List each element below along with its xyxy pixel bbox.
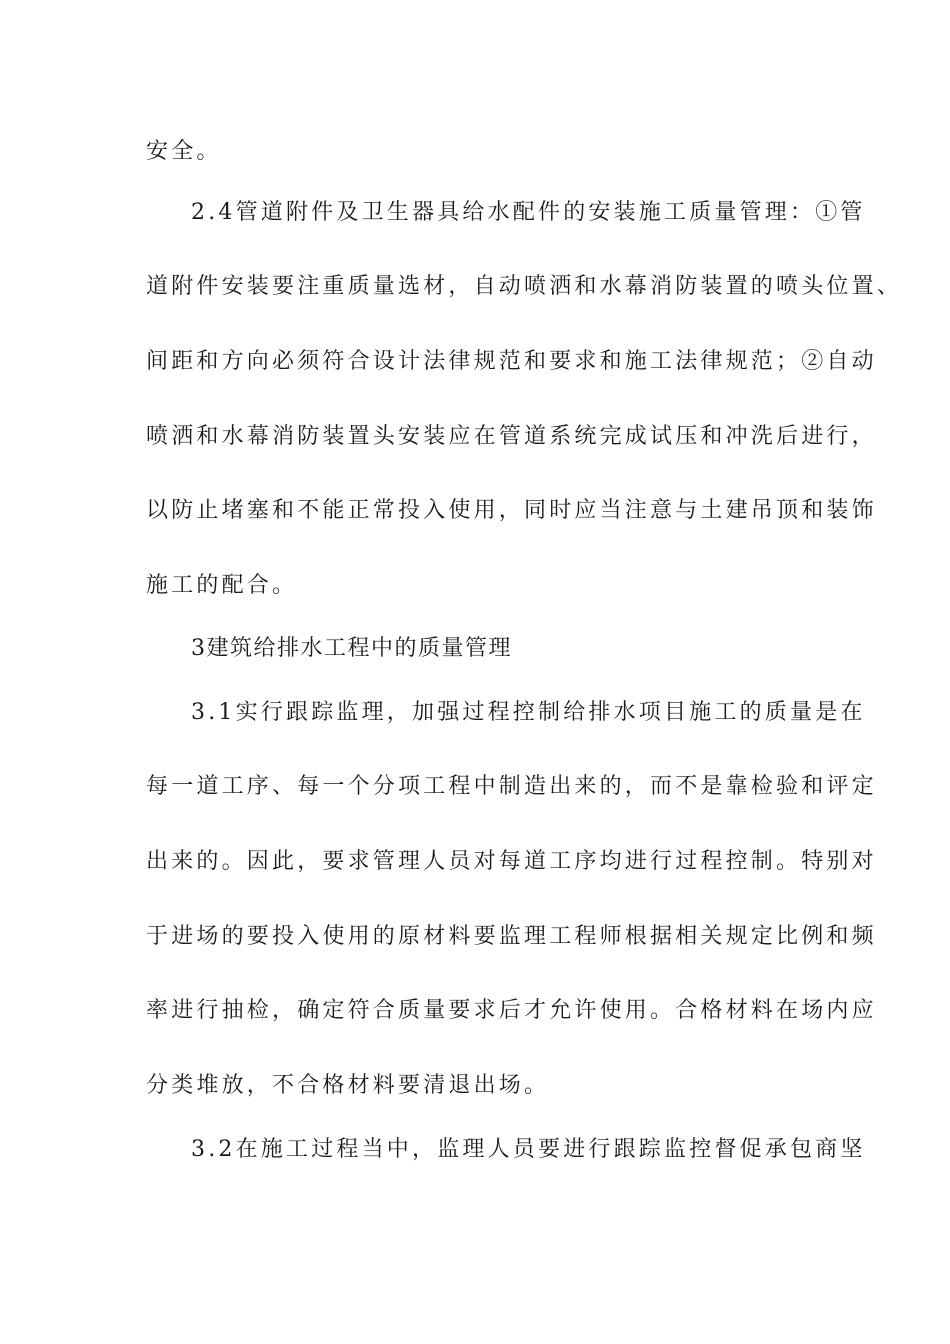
- text-line-10: 每一道工序、每一个分项工程中制造出来的，而不是靠检验和评定: [146, 774, 877, 799]
- paragraph-2-4-start: 2.4管道附件及卫生器具给水配件的安装施工质量管理：①管: [191, 200, 866, 225]
- text-line-4: 间距和方向必须符合设计法律规范和要求和施工法律规范；②自动: [146, 349, 877, 374]
- text-line-7: 施工的配合。: [146, 573, 298, 598]
- paragraph-3-2-start: 3.2在施工过程当中，监理人员要进行跟踪监控督促承包商坚: [191, 1137, 866, 1162]
- text-line-11: 出来的。因此，要求管理人员对每道工序均进行过程控制。特别对: [146, 849, 877, 874]
- text-line-13: 率进行抽检，确定符合质量要求后才允许使用。合格材料在场内应: [146, 998, 877, 1023]
- text-line-3: 道附件安装要注重质量选材，自动喷洒和水幕消防装置的喷头位置、: [146, 274, 903, 299]
- text-line-6: 以防止堵塞和不能正常投入使用，同时应当注意与土建吊顶和装饰: [146, 498, 877, 523]
- text-line-14: 分类堆放，不合格材料要清退出场。: [146, 1073, 550, 1098]
- text-line-1: 安全。: [146, 139, 222, 164]
- text-line-12: 于进场的要投入使用的原材料要监理工程师根据相关规定比例和频: [146, 924, 877, 949]
- paragraph-3-1-start: 3.1实行跟踪监理，加强过程控制给排水项目施工的质量是在: [191, 700, 866, 725]
- text-line-5: 喷洒和水幕消防装置头安装应在管道系统完成试压和冲洗后进行，: [146, 424, 877, 449]
- section-3-heading: 3建筑给排水工程中的质量管理: [191, 636, 512, 661]
